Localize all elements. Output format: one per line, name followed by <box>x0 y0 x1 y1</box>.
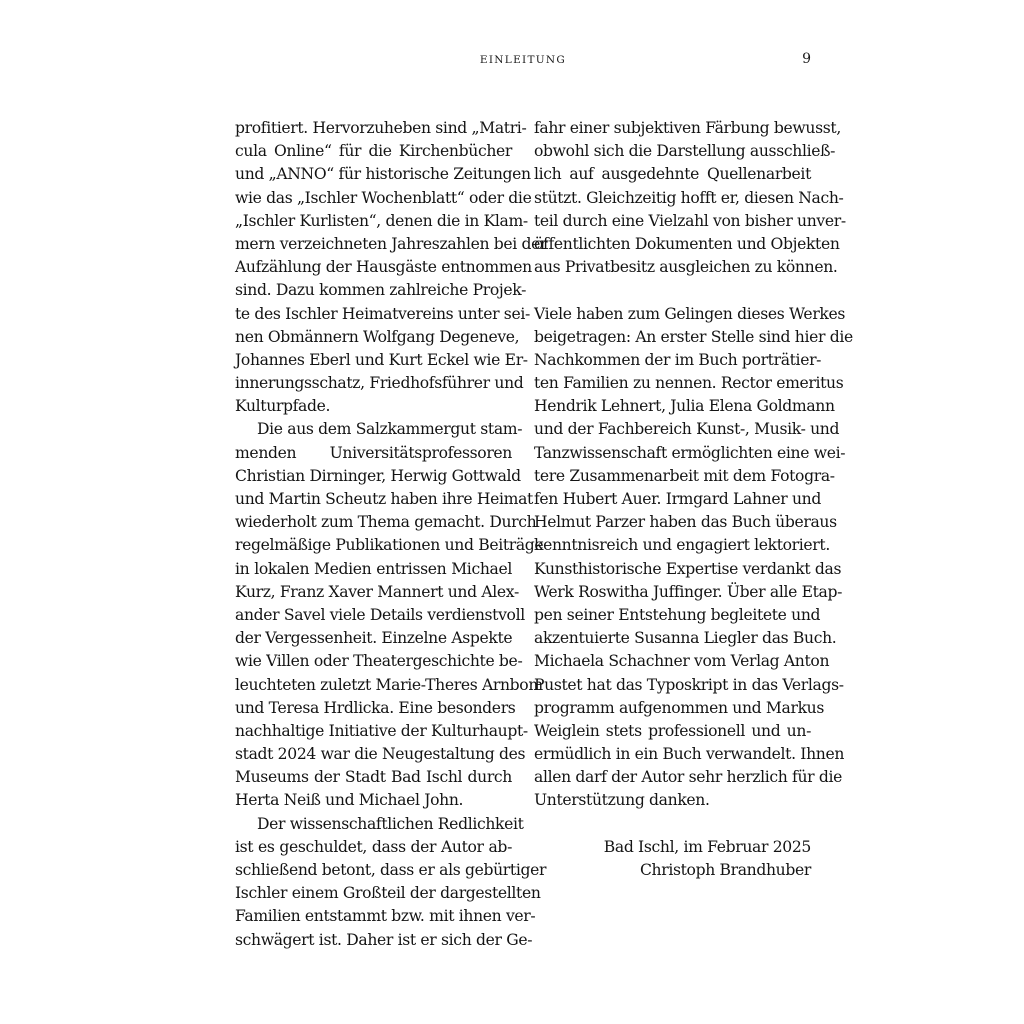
paragraph-integrity <box>235 813 547 952</box>
signature-block <box>534 836 811 882</box>
text-line: leuchteten zuletzt Marie-Theres Arnbom <box>235 675 543 694</box>
text-line: programm aufgenommen und Markus <box>534 698 825 717</box>
text-line: Aufzählung der Hausgäste entnommen <box>235 258 532 277</box>
text-line: kenntnisreich und engagiert lektoriert. <box>534 536 830 555</box>
text-line: und der Fachbereich Kunst-, Musik- und <box>534 420 840 439</box>
text-line: mern verzeichneten Jahreszahlen bei der <box>235 234 548 253</box>
text-line: Christian Dirninger, Herwig Gottwald <box>235 466 521 485</box>
text-line: ander Savel viele Details verdienstvoll <box>235 605 525 624</box>
text-line: stadt 2024 war die Neugestaltung des <box>235 745 526 764</box>
text-line: profitiert. Hervorzuheben sind „Matri- <box>235 119 527 137</box>
paragraph-sources <box>235 117 548 418</box>
text-line: beigetragen: An erster Stelle sind hier die <box>534 327 853 346</box>
text-line: Viele haben zum Gelingen dieses Werkes <box>534 304 846 323</box>
text-line: Kunsthistorische Expertise verdankt das <box>534 559 842 578</box>
page-number: 9 <box>802 51 811 67</box>
text-line: obwohl sich die Darstellung ausschließ- <box>534 142 836 161</box>
paragraph-spacer <box>534 279 811 302</box>
paragraph-spacer <box>534 813 811 836</box>
text-line: stützt. Gleichzeitig hofft er, diesen Nach- <box>534 188 844 207</box>
text-line: ten Familien zu nennen. Rector emeritus <box>534 374 844 393</box>
text-line: schwägert ist. Daher ist er sich der Ge- <box>235 930 533 949</box>
text-line: fen Hubert Auer. Irmgard Lahner und <box>534 490 821 508</box>
text-line: menden Universitätsprofessoren <box>235 443 512 462</box>
running-header <box>235 53 811 67</box>
text-line: Hendrik Lehnert, Julia Elena Goldmann <box>534 397 835 416</box>
text-line: Helmut Parzer haben das Buch überaus <box>534 513 837 532</box>
text-line: Nachkommen der im Buch porträtier- <box>534 350 822 369</box>
text-line: und „ANNO“ für historische Zeitungen <box>235 165 531 184</box>
text-line: Johannes Eberl und Kurt Eckel wie Er- <box>235 350 528 369</box>
text-line: lich auf ausgedehnte Quellenarbeit <box>534 165 811 184</box>
right-column <box>534 117 853 882</box>
text-line: cula Online“ für die Kirchenbücher <box>235 142 512 161</box>
text-line: Herta Neiß und Michael John. <box>235 791 464 810</box>
text-line: Weiglein stets professionell und un- <box>534 721 811 740</box>
text-line: allen darf der Autor sehr herzlich für die <box>534 768 843 787</box>
text-line: Kurz, Franz Xaver Mannert und Alex- <box>235 582 519 601</box>
text-line: te des Ischler Heimatvereins unter sei- <box>235 304 530 323</box>
text-line: öffentlichten Dokumenten und Objekten <box>534 234 840 253</box>
text-line: in lokalen Medien entrissen Michael <box>235 559 512 578</box>
text-line: innerungsschatz, Friedhofsführer und <box>235 374 524 393</box>
text-line: akzentuierte Susanna Liegler das Buch. <box>534 629 837 648</box>
text-line: ermüdlich in ein Buch verwandelt. Ihnen <box>534 745 845 764</box>
text-line: tere Zusammenarbeit mit dem Fotogra- <box>534 466 835 485</box>
text-line: schließend betont, dass er als gebürtiger <box>235 861 547 879</box>
text-line: und Teresa Hrdlicka. Eine besonders <box>235 698 516 717</box>
signature-place-date: Bad Ischl, im Februar 2025 <box>603 837 811 856</box>
text-line: und Martin Scheutz haben ihre Heimat <box>235 490 533 508</box>
text-line: Michaela Schachner vom Verlag Anton <box>534 652 830 671</box>
text-line: sind. Dazu kommen zahlreiche Projek- <box>235 281 526 300</box>
paragraph-acknowledgements <box>534 303 853 813</box>
text-line: Werk Roswitha Juffinger. Über alle Etap- <box>534 582 843 601</box>
text-line: wie Villen oder Theatergeschichte be- <box>235 652 523 671</box>
text-line: der Vergessenheit. Einzelne Aspekte <box>235 629 513 648</box>
text-line: Tanzwissenschaft ermöglichten eine wei- <box>534 443 846 462</box>
text-line: Kulturpfade. <box>235 397 331 416</box>
paragraph-professors <box>235 418 544 812</box>
text-line: Der wissenschaftlichen Redlichkeit <box>257 814 524 833</box>
text-line: Museums der Stadt Bad Ischl durch <box>235 768 512 787</box>
text-line: Familien entstammt bzw. mit ihnen ver- <box>235 907 536 926</box>
text-line: teil durch eine Vielzahl von bisher unver- <box>534 211 846 230</box>
left-column <box>235 117 548 952</box>
text-line: wie das „Ischler Wochenblatt“ oder die <box>235 188 532 207</box>
paragraph-continuation <box>534 117 846 279</box>
text-line: nen Obmännern Wolfgang Degeneve, <box>235 327 520 346</box>
running-title: EINLEITUNG <box>479 54 567 66</box>
text-line: Die aus dem Salzkammergut stam- <box>257 420 523 439</box>
signature-author: Christoph Brandhuber <box>639 861 811 879</box>
text-line: ist es geschuldet, dass der Autor ab- <box>235 837 512 856</box>
text-line: Ischler einem Großteil der dargestellten <box>235 884 541 903</box>
text-line: „Ischler Kurlisten“, denen die in Klam- <box>235 211 528 230</box>
text-line: wiederholt zum Thema gemacht. Durch <box>235 513 537 532</box>
text-line: nachhaltige Initiative der Kulturhaupt- <box>235 721 528 740</box>
text-line: pen seiner Entstehung begleitete und <box>534 605 821 624</box>
text-line: fahr einer subjektiven Färbung bewusst, <box>534 119 841 137</box>
text-line: regelmäßige Publikationen und Beiträge <box>235 536 544 555</box>
text-line: Pustet hat das Typoskript in das Verlags- <box>534 675 844 694</box>
text-line: Unterstützung danken. <box>534 791 710 810</box>
text-line: aus Privatbesitz ausgleichen zu können. <box>534 258 838 277</box>
